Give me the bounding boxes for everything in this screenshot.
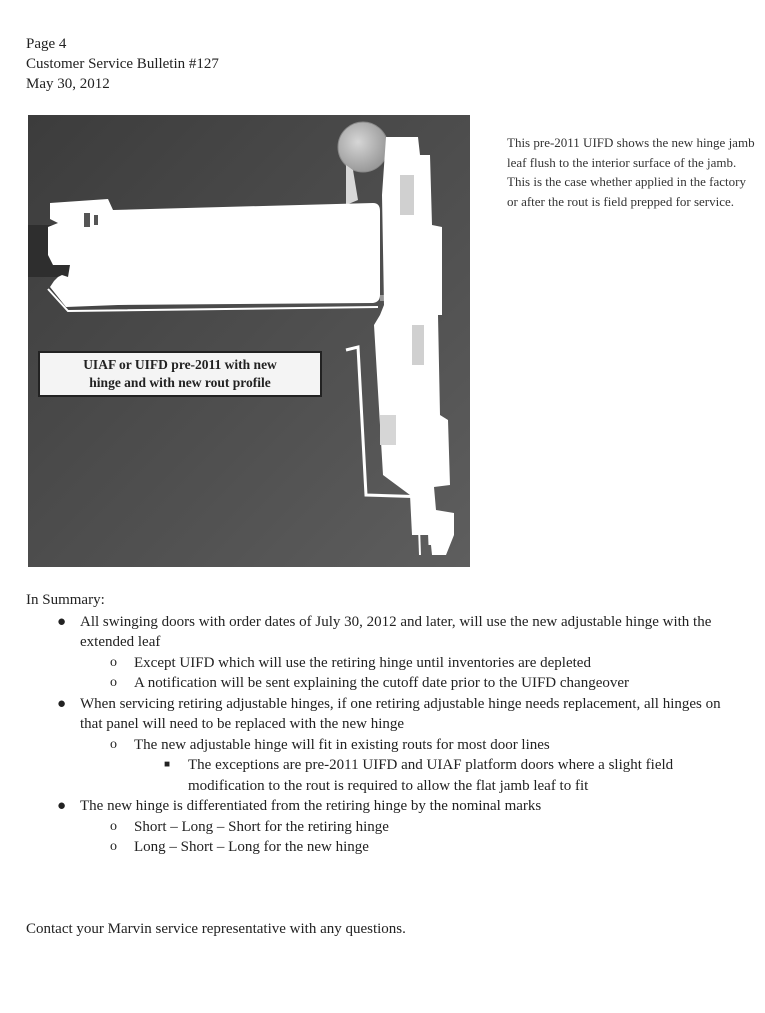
panel-detail <box>84 213 90 227</box>
list-item-text: All swinging doors with order dates of July 30, 2012 and later, will use the new adjustable hinge with the extended leaf <box>80 613 712 650</box>
list-item-text: Except UIFD which will use the retiring hinge until inventories are depleted <box>134 654 591 671</box>
bullet-circle: o <box>110 736 117 752</box>
list-item-text: The exceptions are pre-2011 UIFD and UIAF platform doors where a slight field modification to the rout is required to allow the flat jamb leaf to fit <box>188 757 674 794</box>
list-item-text: Long – Short – Long for the new hinge <box>134 839 369 855</box>
hinge-knuckle <box>338 122 388 172</box>
figure-caption-box <box>38 351 322 397</box>
list-item-text: When servicing retiring adjustable hinges, if one retiring adjustable hinge needs replacement, all hinges on that panel will need to be replaced with the new hinge <box>80 695 721 732</box>
hinge-cross-section-figure <box>28 115 470 567</box>
summary-list <box>26 612 746 858</box>
bullet-circle: o <box>110 675 117 690</box>
bullet-square: ■ <box>164 759 171 770</box>
bulletin-date: May 30, 2012 <box>26 76 110 92</box>
list-item <box>26 694 746 735</box>
bulletin-title: Customer Service Bulletin #127 <box>26 56 219 72</box>
figure-side-note: This pre-2011 UIFD shows the new hinge jamb leaf flush to the interior surface of the jamb. This is the case whether applied in the factory or after the rout is field prepped for service. <box>507 135 755 209</box>
bullet-dot: ● <box>57 695 67 712</box>
list-item <box>26 755 746 796</box>
list-item-text: The new adjustable hinge will fit in existing routs for most door lines <box>134 736 550 753</box>
list-item-text: The new hinge is differentiated from the retiring hinge by the nominal marks <box>80 798 542 814</box>
bullet-dot: ● <box>57 613 67 630</box>
list-item <box>26 837 746 858</box>
list-item <box>26 817 746 838</box>
summary-section <box>26 590 746 858</box>
page-number: Page 4 <box>26 36 67 52</box>
bullet-circle: o <box>110 818 117 834</box>
panel-detail <box>94 215 98 225</box>
list-item <box>26 653 746 674</box>
list-item <box>26 735 746 756</box>
list-item <box>26 612 746 653</box>
list-item <box>26 673 746 694</box>
hinge-profile-drawing <box>28 115 470 567</box>
contact-line: Contact your Marvin service representative with any questions. <box>26 921 406 937</box>
list-item-text: Short – Long – Short for the retiring hinge <box>134 818 389 835</box>
bullet-circle: o <box>110 839 117 854</box>
list-item-text: A notification will be sent explaining the cutoff date prior to the UIFD changeover <box>134 675 630 691</box>
document-header <box>26 34 219 94</box>
bullet-circle: o <box>110 654 117 670</box>
bullet-dot: ● <box>57 798 67 814</box>
list-item <box>26 796 746 817</box>
jamb-cavity <box>380 415 396 445</box>
jamb-cavity <box>400 175 414 215</box>
jamb-cavity <box>412 325 424 365</box>
caption-line-2: hinge and with new rout profile <box>89 375 271 390</box>
caption-line-1: UIAF or UIFD pre-2011 with new <box>83 357 277 372</box>
summary-heading: In Summary: <box>26 592 105 608</box>
